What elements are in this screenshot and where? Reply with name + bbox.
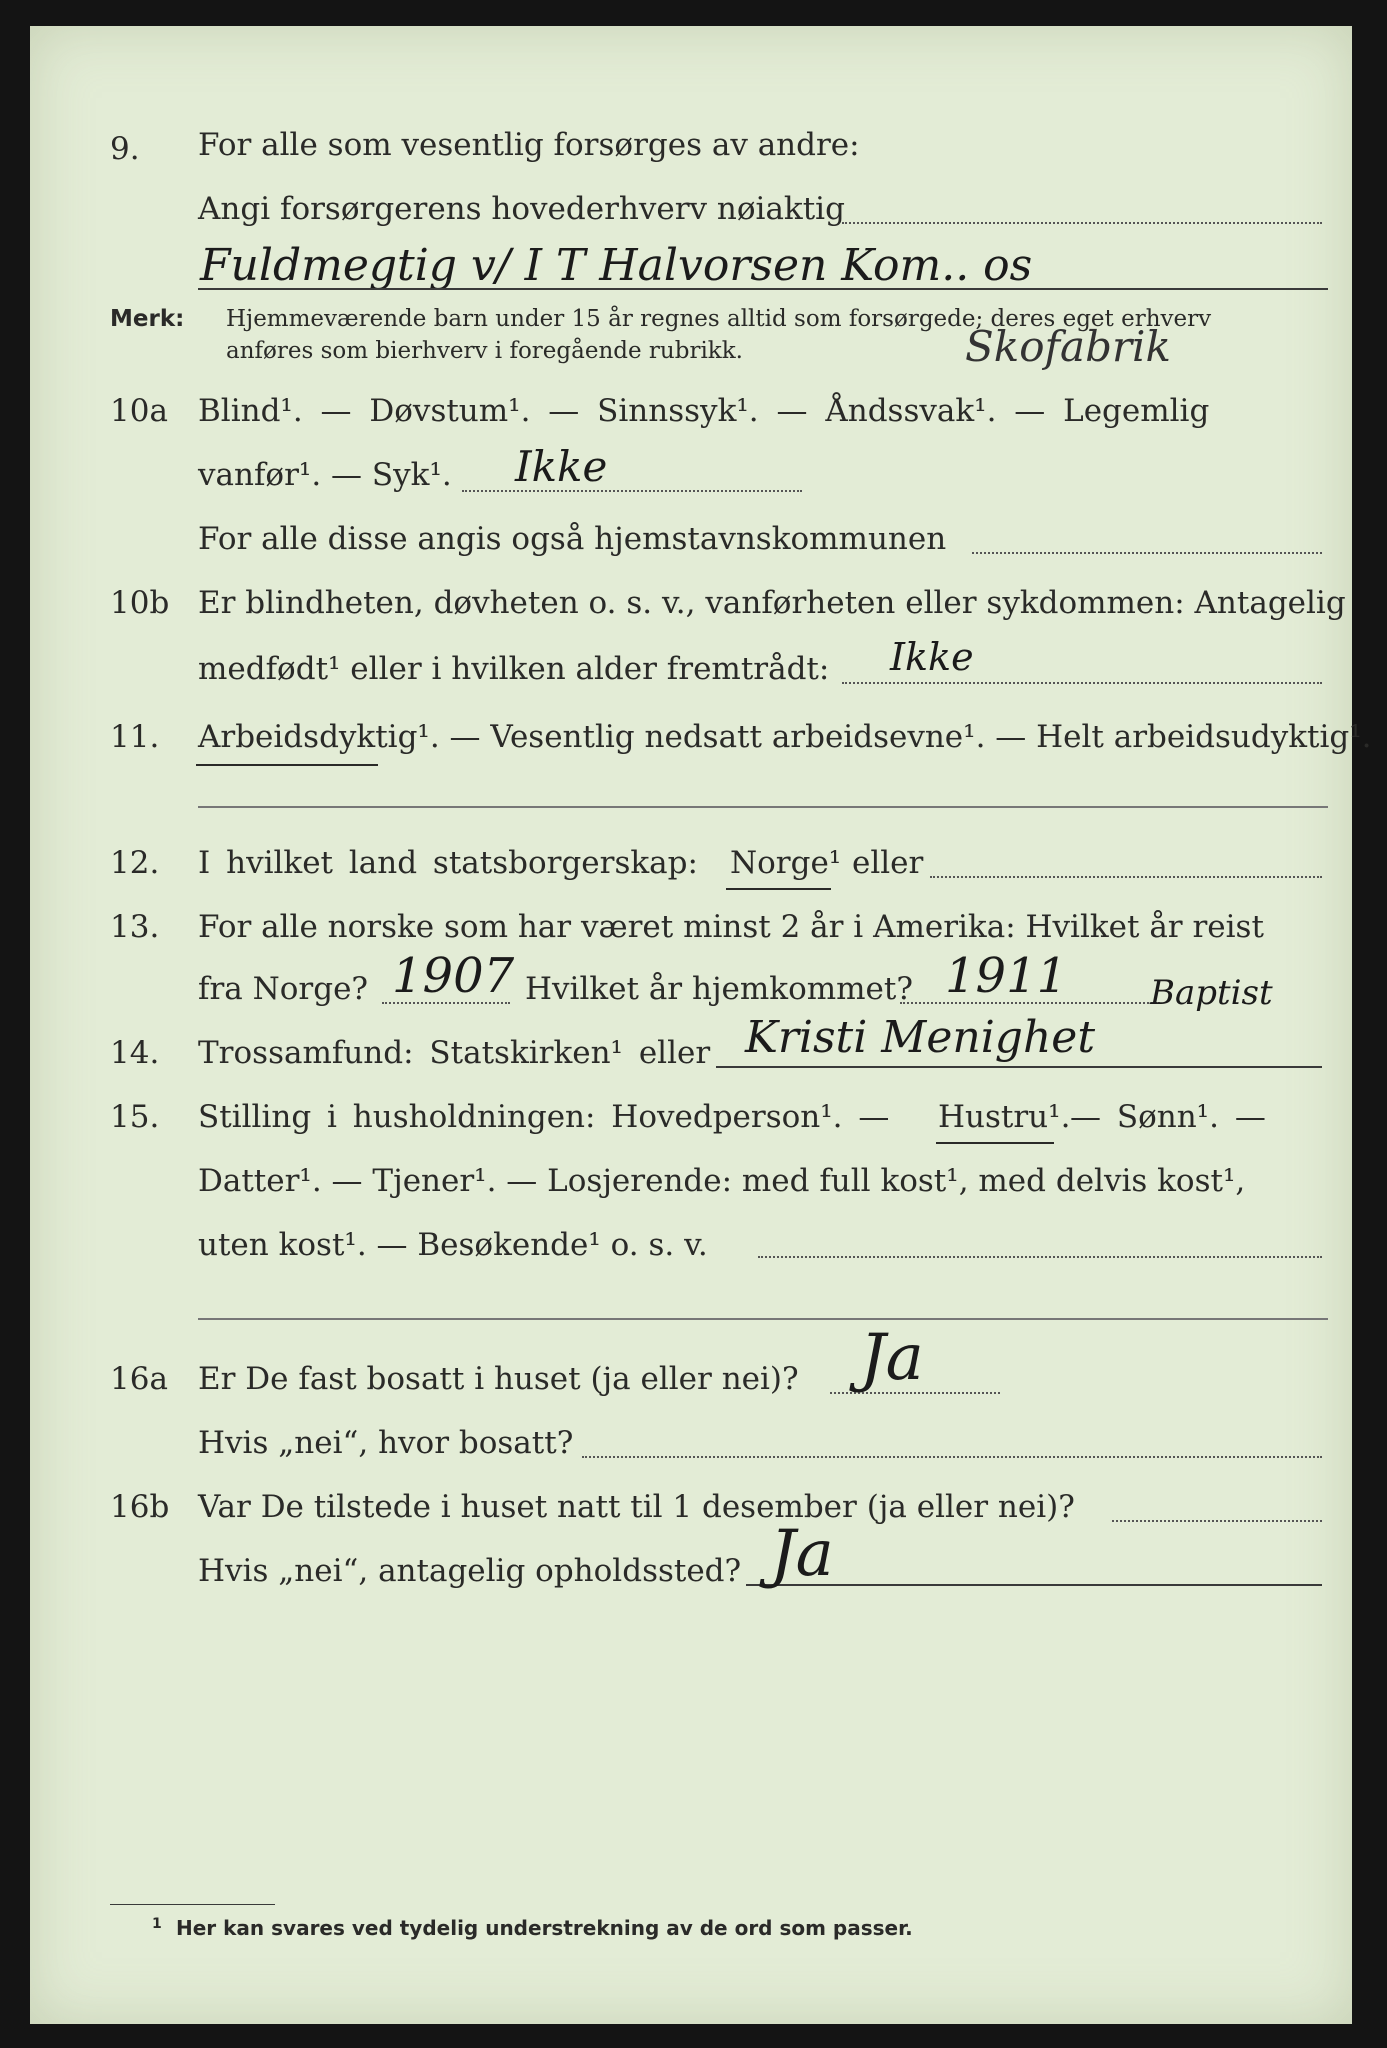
q10b-answer-line [842,682,1322,684]
q15-number: 15. [110,1099,160,1135]
census-form-page [30,26,1372,2024]
q15-line1a: Stilling i husholdningen: Hovedperson¹. — [198,1099,890,1135]
q10b-line2: medfødt¹ eller i hvilken alder fremtrådt: [198,651,830,687]
q16b-line1: Var De tilstede i huset natt til 1 desember (ja eller nei)? [198,1489,1075,1525]
q10a-number: 10a [110,393,168,429]
q12-line1: I hvilket land statsborgerskap: [198,845,698,881]
q9-margin-note: Skofabrik [965,322,1171,371]
q14-number: 14. [110,1035,160,1071]
q16b-number: 16b [110,1489,170,1525]
q16a-number: 16a [110,1361,168,1397]
q16a-line2-dots [582,1456,1322,1458]
q10a-line3-dots [972,552,1322,554]
q16b-answer: Ja [770,1517,834,1591]
q13-line2a: fra Norge? [198,971,369,1007]
q10a-line1: Blind¹. — Døvstum¹. — Sinnssyk¹. — Åndssvak¹. — Legemlig [198,393,1210,429]
q12-eller: eller [852,845,924,881]
q16a-line1: Er De fast bosatt i huset (ja eller nei)? [198,1361,799,1397]
q13-number: 13. [110,909,160,945]
q11-number: 11. [110,719,160,755]
q16b-line1-dots [1112,1520,1322,1522]
q9-line2: Angi forsørgerens hovederhverv nøiaktig [198,191,845,227]
q11-underline-arbeidsdyktig [196,764,378,766]
footnote-text: Her kan svares ved tydelig understrekning av de ord som passer. [176,1916,913,1940]
merk-line2: anføres som bierhverv i foregående rubrikk. [226,338,743,364]
q9-answer-line-2 [198,288,1328,290]
q16a-line2: Hvis „nei“, hvor bosatt? [198,1425,574,1461]
q10b-line1: Er blindheten, døvheten o. s. v., vanførheten eller sykdommen: Antagelig [198,585,1346,621]
q12-answer-line [930,876,1322,878]
q15-underline-hustru [936,1142,1054,1144]
q13-line2b: Hvilket år hjemkommet? [525,971,913,1007]
q13-answer-reist: 1907 [392,948,515,1004]
q15-line2: Datter¹. — Tjener¹. — Losjerende: med full kost¹, med delvis kost¹, [198,1163,1246,1199]
q16a-answer: Ja [860,1321,924,1395]
q9-number: 9. [110,131,140,167]
q14-answer: Kristi Menighet [745,1012,1096,1063]
q10a-answer: Ikke [515,442,608,491]
q12-underline-norge [726,888,831,890]
q16b-line2: Hvis „nei“, antagelig opholdssted? [198,1553,742,1589]
merk-line1: Hjemmeværende barn under 15 år regnes alltid som forsørgede; deres eget erhverv [226,306,1212,332]
q10a-line2: vanfør¹. — Syk¹. [198,457,452,493]
q15-line3: uten kost¹. — Besøkende¹ o. s. v. [198,1227,708,1263]
q11-blank-line [198,806,1328,808]
q13-extra: Baptist [1150,973,1273,1013]
q14-answer-line [716,1066,1322,1068]
q11-line1: Arbeidsdyktig¹. — Vesentlig nedsatt arbeidsevne¹. — Helt arbeidsudyktig¹. [198,719,1372,755]
q13-line1: For alle norske som har været minst 2 år i Amerika: Hvilket år reist [198,909,1264,945]
q10a-line3: For alle disse angis også hjemstavnskommunen [198,521,947,557]
merk-label: Merk: [110,306,185,332]
q15-answer-line [758,1256,1322,1258]
q10b-number: 10b [110,585,170,621]
q15-blank-line [198,1318,1328,1320]
q15-line1b: — Sønn¹. — [1070,1099,1266,1135]
q14-line1: Trossamfund: Statskirken¹ eller [198,1035,711,1071]
footnote-rule [110,1904,275,1905]
q9-line1: For alle som vesentlig forsørges av andre: [198,127,860,163]
q9-answer: Fuldmegtig v/ I T Halvorsen Kom.. os [200,240,1033,291]
footnote-mark: 1 [152,1916,162,1932]
q12-number: 12. [110,845,160,881]
q13-answer-hjem: 1911 [945,948,1068,1004]
q9-answer-line-1 [842,222,1322,224]
q12-norge: Norge¹ [730,845,842,881]
q10b-answer: Ikke [890,635,974,679]
q10a-answer-line [462,490,802,492]
q15-hustru: Hustru¹. [938,1099,1071,1135]
